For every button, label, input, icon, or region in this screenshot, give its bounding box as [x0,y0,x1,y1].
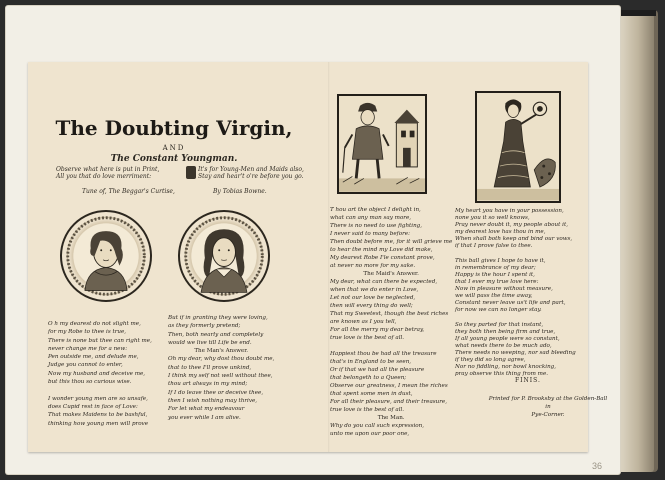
imprint-line: Pye-Corner. [531,412,565,418]
verse-line: to hear the mind my Love did make, [330,247,433,253]
verse-line: that belongeth to a Queen; [330,375,407,381]
verse-line: For all their pleasure, and their treasure, [330,399,448,405]
verse-line: If all young people were so constant, [455,335,560,342]
verse-line: I think my self not well without thee, [168,373,273,380]
title-and: AND [162,144,186,152]
portrait-man-medallion [178,210,270,302]
woodcut-man-with-house [337,94,427,194]
verse-line: if they did so long agree, [455,356,526,363]
verse-line: My dearest Robe I'le constant prove, [330,255,435,261]
intro-right-line: It's for Young-Men and Maids also, [198,166,304,173]
verse-line: that's in England to be seen, [330,359,412,365]
man-portrait-engraving [180,212,268,300]
verse-line: if that I prove false to thee. [455,243,533,250]
woman-woodcut-illustration [477,93,559,201]
verse-line: Why do you call such expression, [330,423,425,429]
verse-line: There needs no weeping, nor sad bleeding [455,349,576,356]
verse-line: This ball gives I hope to have it, [455,257,546,264]
verse-line: That makes Maidens to be bashful, [48,412,148,419]
verse-line: what needs there to be much ado, [455,342,552,349]
verse-line: you ever while I am alive. [168,414,241,421]
verse-line: but this thou so curious wise. [48,379,132,386]
printer-imprint [488,395,608,419]
verse-line: My heart you have in your possession, [455,208,564,214]
verse-line: that spent some men in dust, [330,391,413,397]
verse-line: true love is the best of all. [330,335,405,341]
verse-line: O h my dearest do not slight me, [48,321,141,327]
verse-line: they both then being firm and true, [455,328,556,335]
verse-line: my dearest love has thou in me, [455,229,546,236]
verse-line: never change me for a new: [48,345,128,352]
verse-heading: The Man. [377,415,405,421]
verse-line [455,251,576,258]
verse-line: For all the merry my dear betray, [330,327,425,333]
verse-line [455,314,576,321]
ballad-title: The Doubting Virgin, [55,116,293,140]
verse-line: are known as I you tell, [330,319,397,325]
woman-portrait-engraving [62,212,150,300]
verse-line: thou art always in my mind; [168,381,248,388]
verse-line: Judge you cannot to enter, [48,362,123,369]
verse-line: then will every thing do well; [330,303,413,309]
verse-line: for now we can no longer stay. [455,307,542,314]
verse-line: My dear, what can there be expected, [330,279,438,285]
verse-line: So they parted for that instant, [455,321,544,328]
intro-left-line: All you that do love merriment: [56,173,152,180]
verse-line: For let what my endeavour [168,406,245,413]
verse-line: in remembrance of my dear; [455,264,536,271]
ballad-subtitle: The Constant Youngman. [110,154,238,164]
album-page-number: 36 [592,461,603,471]
verse-heading: The Maid's Answer. [363,271,419,277]
verse-line: none you it so well knows, [455,215,530,222]
verse-heading: The Man's Answer. [194,348,249,355]
verse-line: I never said to many before: [330,231,410,237]
verse-line: I wonder young men are so unsafe, [48,395,148,402]
verse-line: Oh my dear, why dost thou doubt me, [168,356,275,363]
verse-line: Then, both nearly and completely [168,331,264,338]
verse-line: as they formerly pretend; [168,323,241,330]
verse-line: There is none but thee can right me, [48,337,152,344]
tune-line: Tune of, The Beggar's Curtise, [82,188,175,195]
verse-line: Let not our love be neglected, [330,295,416,301]
imprint-line: Printed for P. Brooksby at the Golden-Ball in [488,396,608,410]
verse-line: T hou art the object I delight in, [330,207,421,213]
verse-line: Observe our greatness, I mean the riches [330,383,448,389]
intro-left [56,166,159,180]
verse-line: Now in pleasure without measure, [455,286,553,293]
verse-line: at never no more for my sake. [330,263,416,269]
intro-left-line: Observe what here is put in Print, [56,166,160,173]
portrait-woman-medallion [60,210,152,302]
printers-ornament [186,166,196,179]
verse-line: we will pass the time away, [455,293,533,300]
woodcut-woman-with-peacock [475,91,561,203]
verse-line: would we live till Life be end. [168,339,252,346]
verse-line: that I ever my true love here: [455,278,539,285]
verse-line: Pray never doubt it, my people about it, [455,222,568,229]
verse-line: When shall both keep and bind our vows, [455,236,573,243]
verse-column-1 [48,320,152,428]
verse-line: That my Sweetest, though the best riches [330,311,449,317]
finis-mark: FINIS. [515,377,541,384]
author-line: By Tobias Bowne. [213,188,267,195]
intro-right [198,166,304,180]
verse-column-2 [168,314,274,422]
verse-line: But if in granting they were loving, [168,315,268,321]
verse-line: Or if that we had all the pleasure [330,367,425,373]
verse-line [48,386,152,394]
verse-line: then I wish nothing may thrive, [168,397,258,404]
verse-line: There is no need to use fighting, [330,223,423,229]
album-corner-strip [616,10,656,16]
verse-line: what can any man say more, [330,215,412,221]
verse-line: Pen outside me, and delude me, [48,354,139,361]
verse-line: Happy is the hour I spent it, [455,271,535,278]
verse-line: Then doubt before me, for it will grieve me [330,239,453,245]
verse-line: for my Robe to thee is true, [48,329,127,336]
man-woodcut-illustration [339,96,425,192]
verse-line: Nor no fiddling, nor bowl knocking, [455,364,557,371]
verse-line: Now my husband and deceive me, [48,370,146,377]
verse-line: pray observe this thing from me. [455,371,549,378]
intro-right-line: Stay and hear't o're before you go. [198,173,304,180]
verse-line: Happiest thou be had all the treasure [330,351,437,357]
verse-line: If I do leave thee or deceive thee, [168,389,264,396]
verse-line: does Cupid rest in face of Love: [48,403,138,410]
verse-column-4 [455,208,576,378]
verse-line: true love is the best of all. [330,407,405,413]
verse-line: when that we do enter in Love, [330,287,419,293]
ballad-sheet [28,62,608,452]
verse-column-3 [330,206,452,438]
verse-line [330,342,452,350]
verse-line: unto me upon our poor one, [330,431,410,437]
verse-line: Constant never leave us't life and part, [455,300,566,307]
verse-line: that to thee I'll prove unkind, [168,364,252,371]
verse-line: thinking how young men will prove [48,420,149,427]
